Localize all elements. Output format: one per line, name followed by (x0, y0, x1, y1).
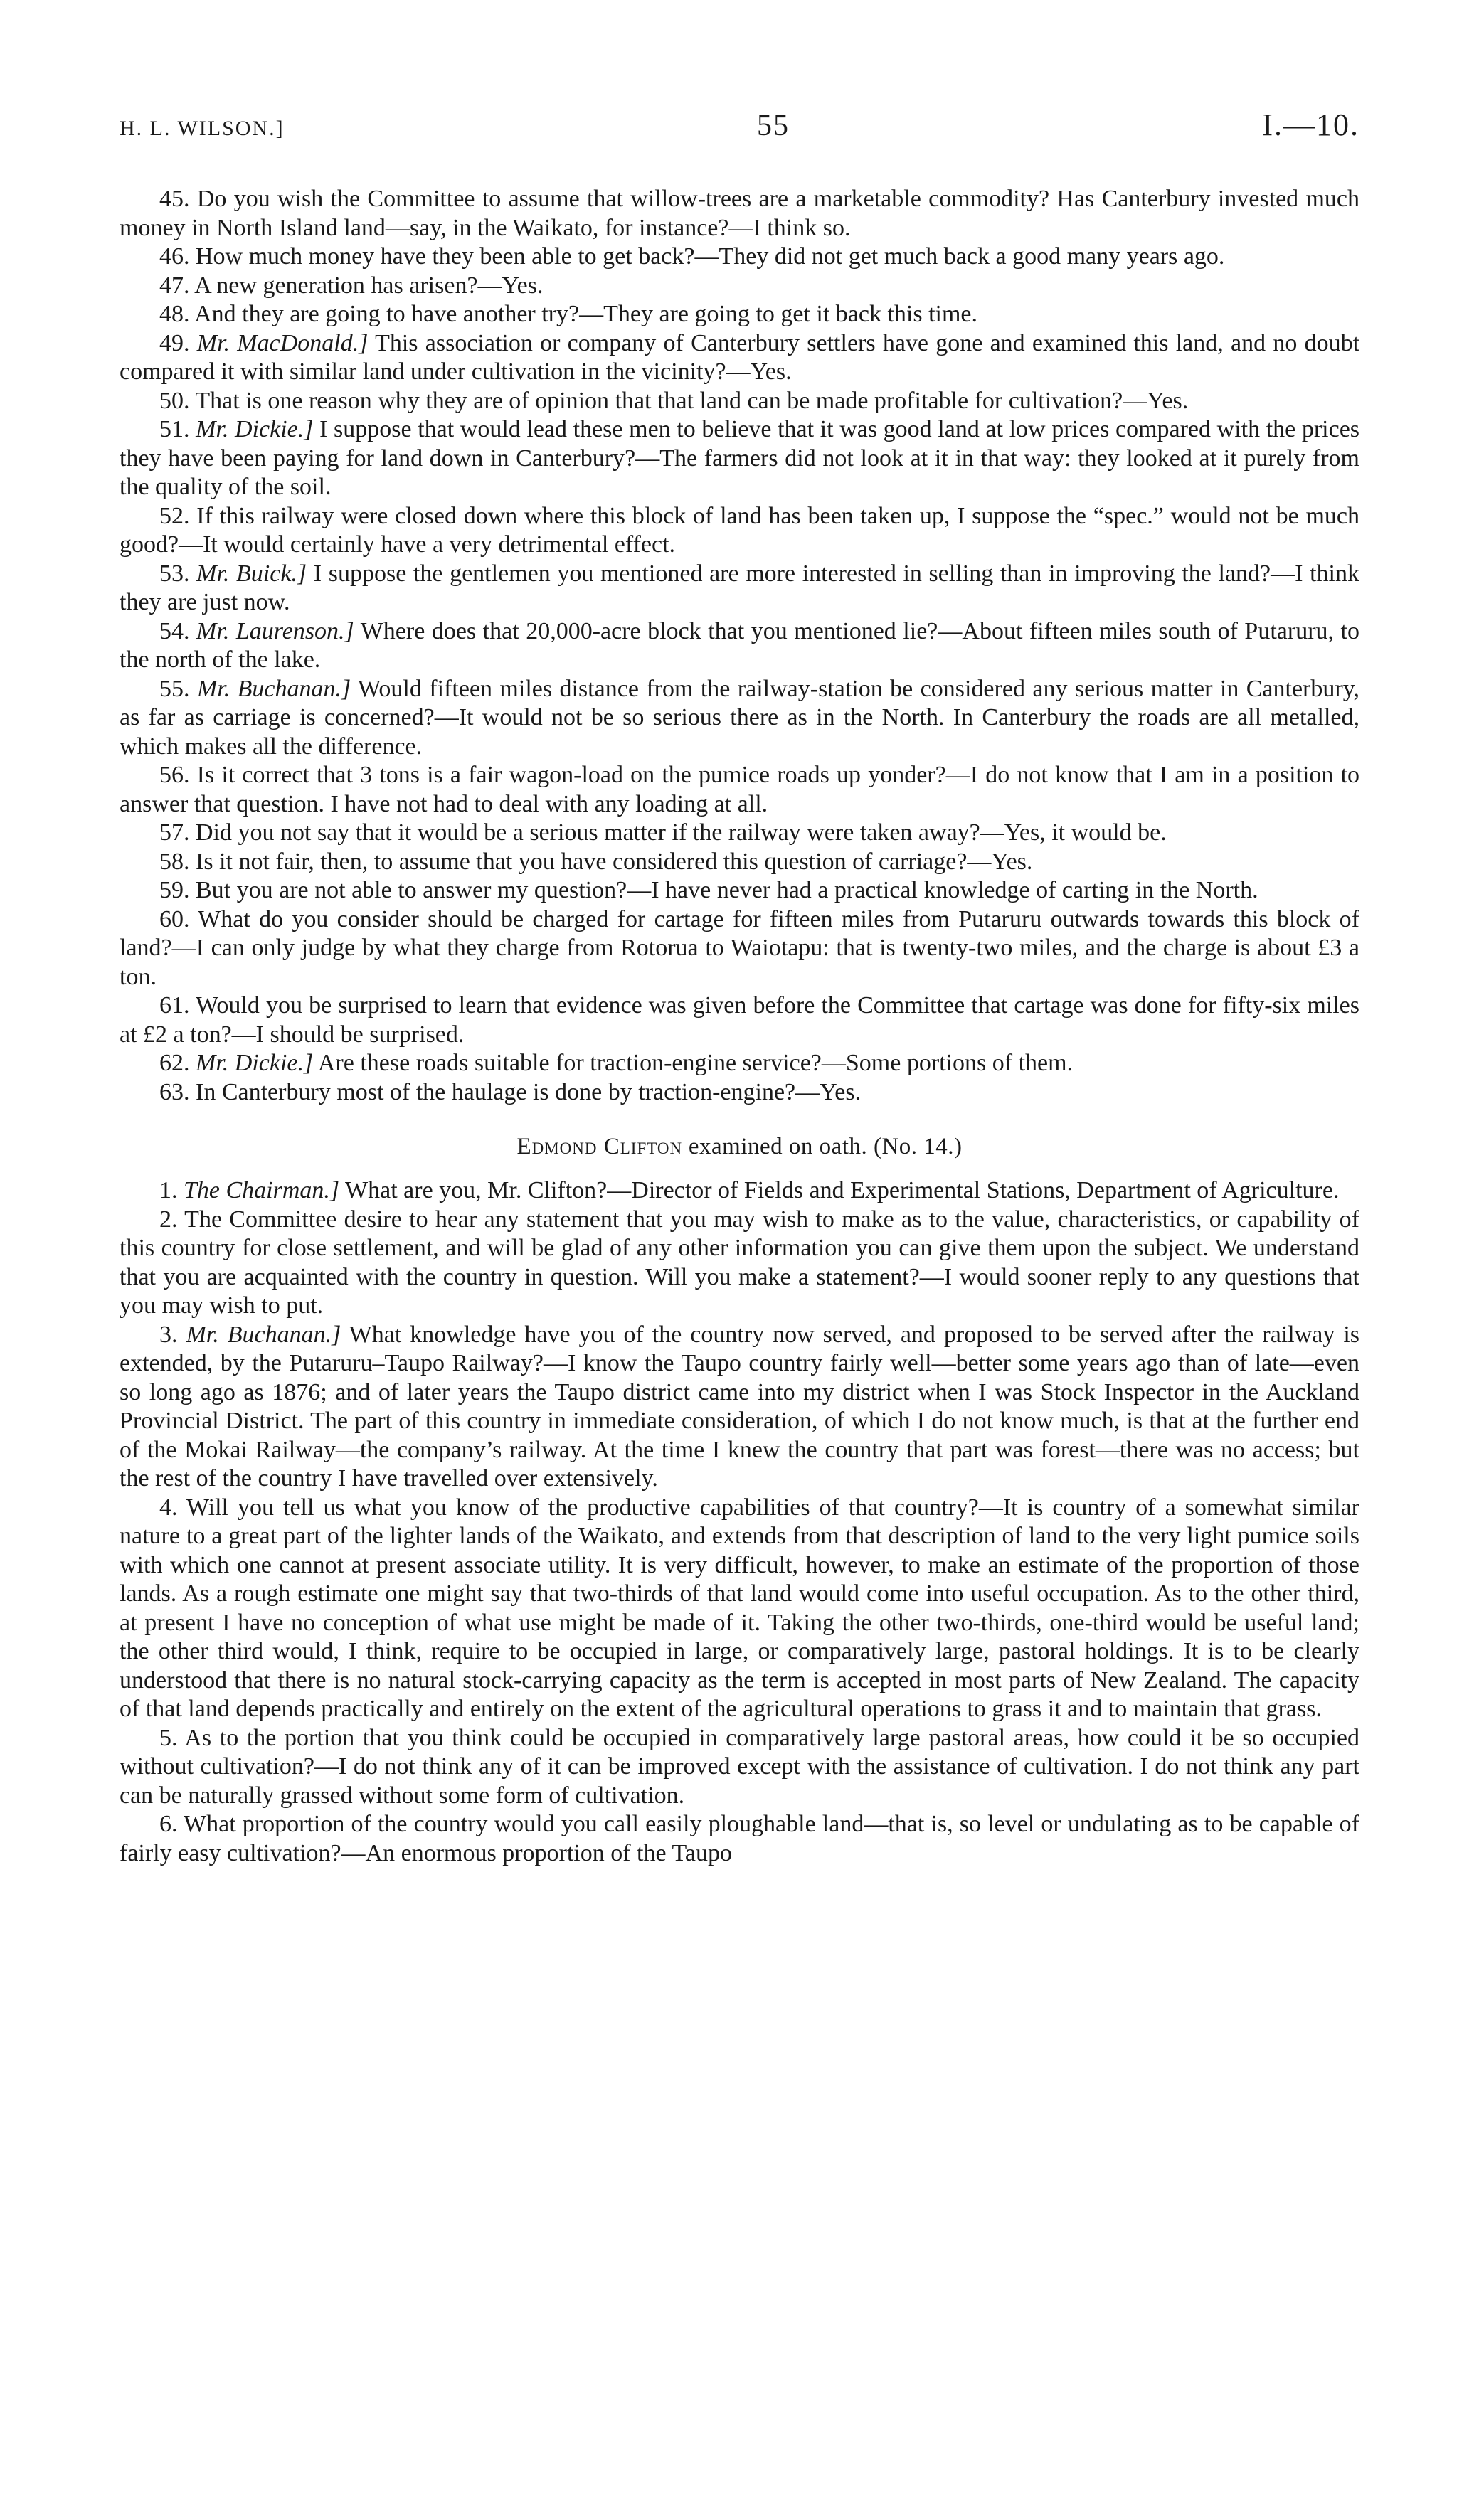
question-answer-text: What do you consider should be charged for cartage for fifteen miles from Putaruru outwards towards this block of land?—I can only judge by what they charge from Rotorua to Waiotapu: that is twenty-two miles, and the charge is about £3 a ton. (120, 905, 1359, 990)
speaker-name: Mr. MacDonald.] (196, 329, 369, 356)
question-paragraph (120, 329, 1359, 387)
question-number: 53. (159, 560, 190, 587)
question-paragraph (120, 243, 1359, 272)
question-paragraph (120, 1049, 1359, 1078)
question-paragraph (120, 1810, 1359, 1868)
question-answer-text: Did you not say that it would be a serious matter if the railway were taken away?—Yes, it would be. (196, 819, 1167, 846)
question-paragraph (120, 1078, 1359, 1107)
question-answer-text: As to the portion that you think could be occupied in comparatively large pastoral areas, how could it be so occupied without cultivation?—I do not think any of it can be improved except with the assistance of cultivation. I do not think any part can be naturally grassed without some form of cultivation. (120, 1724, 1360, 1809)
speaker-name: The Chairman.] (184, 1177, 340, 1203)
question-answer-text: The Committee desire to hear any statement that you may wish to make as to the value, characteristics, or capability of this country for close settlement, and will be glad of any other information you can give them upon the subject. We understand that you are acquainted with the country in question. Will you make a statement?—I would sooner reply to any questions that you may wish to put. (120, 1206, 1359, 1319)
question-paragraph (120, 560, 1359, 617)
speaker-name: Mr. Dickie.] (196, 1050, 314, 1076)
question-number: 3. (159, 1321, 178, 1348)
question-answer-text: Will you tell us what you know of the productive capabilities of that country?—It is country of a somewhat similar nature to a great part of the lighter lands of the Waikato, and extends from that description of land to the very light pumice soils with which one cannot at present associate utility. It is very difficult, however, to make an estimate of the proportion of those lands. As a rough estimate one might say that two-thirds of that land would come into useful occupation. As to the other third, at present I have no conception of what use might be made of it. Taking the other two-thirds, one-third would be useful land; the other third would, I think, require to be occupied in large, or comparatively large, pastoral holdings. It is to be clearly understood that there is no natural stock-carrying capacity as the term is accepted in most parts of New Zealand. The capacity of that land depends practically and entirely on the extent of the agricultural operations to grass it and to maintain that grass. (120, 1494, 1359, 1722)
question-number: 61. (159, 992, 190, 1019)
witness-heading (120, 1132, 1359, 1161)
question-number: 62. (159, 1050, 190, 1076)
question-paragraph (120, 761, 1359, 819)
question-answer-text: Is it correct that 3 tons is a fair wagon-load on the pumice roads up yonder?—I do not know that I am in a position to answer that question. I have not had to deal with any loading at all. (120, 762, 1360, 817)
question-number: 2. (159, 1206, 178, 1233)
question-answer-text: If this railway were closed down where this block of land has been taken up, I suppose the “spec.” would not be much good?—It would certainly have a very detrimental effect. (120, 502, 1360, 558)
question-number: 58. (159, 848, 190, 875)
question-answer-text: And they are going to have another try?—They are going to get it back this time. (194, 301, 978, 327)
question-answer-text: Are these roads suitable for traction-engine service?—Some portions of them. (317, 1050, 1074, 1076)
question-paragraph (120, 1724, 1359, 1811)
question-number: 54. (159, 617, 190, 644)
question-answer-text: But you are not able to answer my question?—I have never had a practical knowledge of carting in the North. (196, 877, 1258, 903)
question-number: 45. (159, 186, 190, 212)
question-number: 5. (159, 1724, 178, 1751)
question-answer-text: What knowledge have you of the country now served, and proposed to be served after the railway is extended, by the Putaruru–Taupo Railway?—I know the Taupo country fairly well—better some years ago than of late—even so long ago as 1876; and of later years the Taupo district came into my district when I was Stock Inspector in the Auckland Provincial District. The part of this country in immediate consideration, of which I do not know much, is that at the further end of the Mokai Railway—the company’s railway. At the time I knew the country that part was forest—there was no access; but the rest of the country I have travelled over extensively. (120, 1321, 1359, 1492)
question-paragraph (120, 819, 1359, 848)
question-paragraph (120, 905, 1359, 992)
question-number: 4. (159, 1494, 178, 1521)
question-paragraph (120, 1176, 1359, 1206)
question-number: 52. (159, 502, 190, 529)
question-number: 63. (159, 1078, 190, 1105)
question-number: 48. (159, 301, 190, 327)
question-number: 55. (159, 675, 190, 702)
evidence-section-clifton (120, 1176, 1359, 1868)
question-answer-text: In Canterbury most of the haulage is done by traction-engine?—Yes. (196, 1078, 862, 1105)
document-reference: I.—10. (1262, 107, 1359, 142)
witness-heading-rest: examined on oath. (No. 14.) (688, 1134, 963, 1159)
question-paragraph (120, 675, 1359, 762)
question-number: 1. (159, 1177, 178, 1203)
question-number: 51. (159, 416, 190, 442)
question-answer-text: What proportion of the country would you call easily ploughable land—that is, so level or undulating as to be capable of fairly easy cultivation?—An enormous proportion of the Taupo (120, 1811, 1359, 1866)
speaker-name: Mr. Dickie.] (196, 416, 314, 442)
question-answer-text: I suppose that would lead these men to believe that it was good land at low prices compared with the prices they have been paying for land down in Canterbury?—The farmers did not look at it in that way: they looked at it purely from the quality of the soil. (120, 416, 1360, 500)
question-number: 60. (159, 905, 190, 932)
question-number: 46. (159, 243, 190, 270)
question-number: 47. (159, 272, 190, 299)
question-answer-text: Where does that 20,000-acre block that you mentioned lie?—About fifteen miles south of Putaruru, to the north of the lake. (120, 617, 1359, 673)
question-number: 50. (159, 387, 190, 414)
question-paragraph (120, 617, 1359, 675)
question-answer-text: This association or company of Canterbury settlers have gone and examined this land, and no doubt compared it with similar land under cultivation in the vicinity?—Yes. (120, 329, 1360, 385)
header-witness: H. L. WILSON.] (120, 117, 285, 140)
evidence-section-wilson (120, 185, 1359, 1107)
page-number: 55 (756, 110, 790, 142)
question-number: 56. (159, 762, 190, 788)
question-number: 6. (159, 1811, 178, 1837)
question-paragraph (120, 415, 1359, 502)
question-paragraph (120, 1494, 1359, 1724)
question-answer-text: Do you wish the Committee to assume that willow-trees are a marketable commodity? Has Canterbury invested much money in North Island land—say, in the Waikato, for instance?—I think so. (120, 186, 1360, 241)
question-paragraph (120, 502, 1359, 560)
question-number: 59. (159, 877, 190, 903)
question-paragraph (120, 272, 1359, 301)
question-answer-text: I suppose the gentlemen you mentioned are more interested in selling than in improving the land?—I think they are just now. (120, 560, 1359, 615)
speaker-name: Mr. Buchanan.] (186, 1321, 341, 1348)
question-paragraph (120, 387, 1359, 416)
question-answer-text: Would you be surprised to learn that evidence was given before the Committee that cartage was done for fifty-six miles at £2 a ton?—I should be surprised. (120, 992, 1359, 1048)
question-answer-text: That is one reason why they are of opinion that that land can be made profitable for cultivation?—Yes. (195, 387, 1189, 414)
speaker-name: Mr. Buick.] (196, 560, 307, 587)
page-header (120, 107, 1359, 156)
question-answer-text: Is it not fair, then, to assume that you have considered this question of carriage?—Yes. (196, 848, 1033, 875)
question-number: 49. (159, 329, 190, 356)
question-paragraph (120, 185, 1359, 243)
witness-name: Edmond Clifton (516, 1134, 683, 1159)
question-paragraph (120, 1206, 1359, 1321)
question-paragraph (120, 300, 1359, 329)
question-answer-text: Would fifteen miles distance from the railway-station be considered any serious matter in Canterbury, as far as carriage is concerned?—It would not be so serious there as in the North. In Canterbury the roads are all metalled, which makes all the difference. (120, 675, 1359, 760)
question-answer-text: A new generation has arisen?—Yes. (194, 272, 544, 299)
question-paragraph (120, 876, 1359, 905)
question-paragraph (120, 848, 1359, 877)
question-number: 57. (159, 819, 190, 846)
question-answer-text: How much money have they been able to get back?—They did not get much back a good many years ago. (196, 243, 1225, 270)
question-paragraph (120, 1321, 1359, 1494)
question-paragraph (120, 991, 1359, 1049)
speaker-name: Mr. Laurenson.] (196, 617, 354, 644)
speaker-name: Mr. Buchanan.] (196, 675, 351, 702)
question-answer-text: What are you, Mr. Clifton?—Director of Fields and Experimental Stations, Department of Agriculture. (345, 1177, 1340, 1203)
